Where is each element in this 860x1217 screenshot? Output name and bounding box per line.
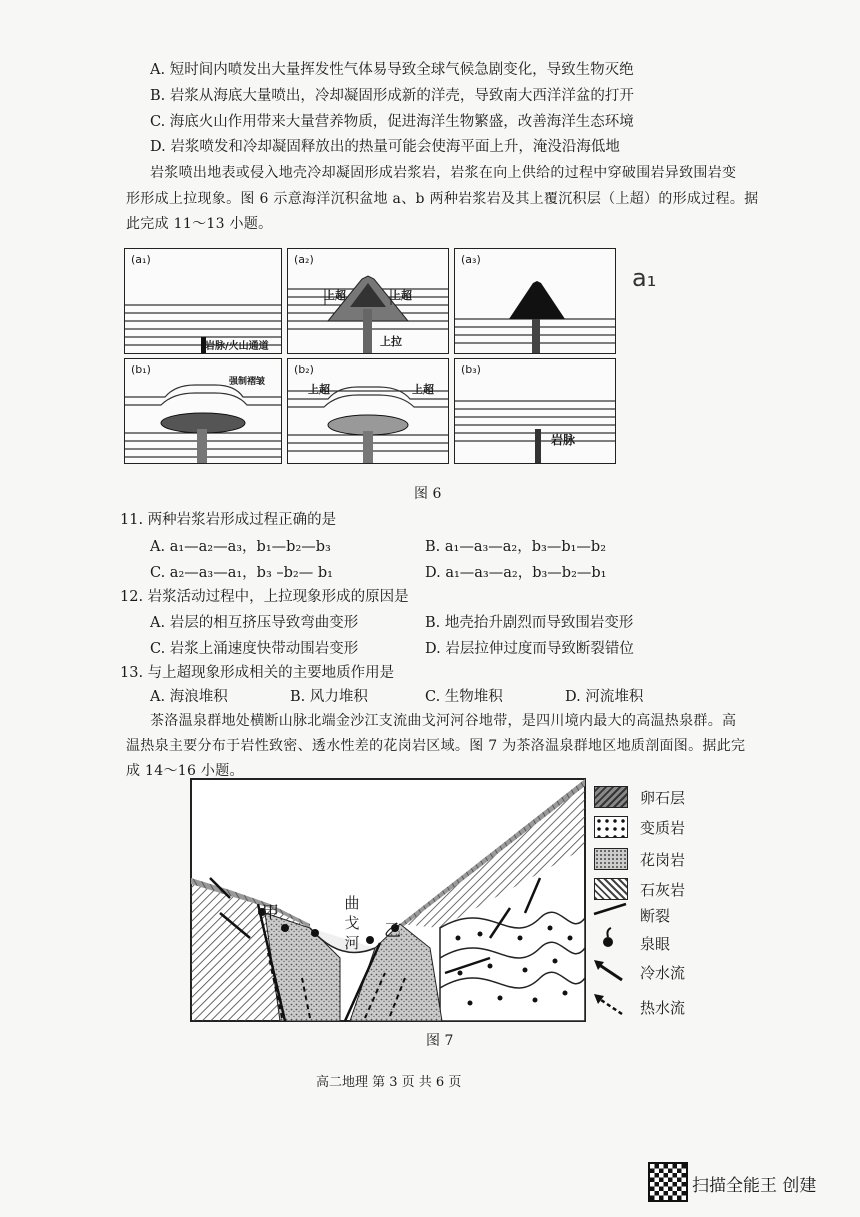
scanner-watermark: 扫描全能王 创建 [692, 1176, 817, 1196]
legend-metamorphic-swatch [594, 816, 628, 838]
q10-option-d: D. 岩浆喷发和冷却凝固释放出的热量可能会使海平面上升，淹没沿海低地 [150, 139, 620, 155]
legend-granite-label: 花岗岩 [640, 851, 686, 869]
qr-code-icon [648, 1162, 688, 1202]
legend-pebble-label: 卵石层 [640, 789, 686, 807]
passage1-line3: 此完成 11～13 小题。 [126, 216, 273, 232]
q12-option-b: B. 地壳抬升剧烈而导致围岩变形 [425, 615, 634, 631]
panel-b3 [454, 358, 616, 464]
legend-spring-label: 泉眼 [640, 935, 671, 953]
q10-option-c: C. 海底火山作用带来大量营养物质，促进海洋生物繁盛，改善海洋生态环境 [150, 114, 634, 130]
shangchao-right-label: 上超 [390, 289, 412, 302]
panel-a1 [124, 248, 282, 354]
q12-option-c: C. 岩浆上涌速度快带动围岩变形 [150, 641, 359, 657]
fold-label: 强制褶皱 [229, 377, 266, 387]
geologic-profile [190, 778, 586, 1022]
panel-a3 [454, 248, 616, 354]
panel-b2 [287, 358, 449, 464]
panel-a2-label: (a₂) [294, 253, 314, 266]
legend-metamorphic-label: 变质岩 [640, 819, 686, 837]
q13-option-b: B. 风力堆积 [290, 689, 368, 705]
panel-b1 [124, 358, 282, 464]
river-label: 曲戈河 [344, 894, 360, 952]
q13-option-d: D. 河流堆积 [565, 689, 644, 705]
q13-stem: 13. 与上超现象形成相关的主要地质作用是 [120, 665, 395, 681]
legend-symbols [592, 902, 632, 1022]
passage1-line2: 形形成上拉现象。图 6 示意海洋沉积盆地 a、b 两种岩浆岩及其上覆沉积层（上超）的形成过程。据 [126, 191, 759, 207]
q12-stem: 12. 岩浆活动过程中，上拉现象形成的原因是 [120, 589, 409, 605]
b2-shangchao-left-label: 上超 [308, 383, 330, 396]
panel-b3-label: (b₃) [461, 363, 481, 376]
page-footer: 高二地理 第 3 页 共 6 页 [316, 1075, 462, 1090]
shangchao-left-label: 上超 [324, 289, 346, 302]
handwritten-note: a₁ [632, 264, 657, 292]
spring-jia-label: 甲 [262, 903, 279, 923]
panel-a2 [287, 248, 449, 354]
q10-option-b: B. 岩浆从海底大量喷出，冷却凝固形成新的洋壳，导致南大西洋洋盆的打开 [150, 88, 634, 104]
q11-option-b: B. a₁—a₃—a₂，b₃—b₁—b₂ [425, 539, 607, 555]
shangla-label: 上拉 [380, 335, 402, 348]
dike-vent-label: 岩脉/火山通道 [205, 341, 269, 352]
passage2-line3: 成 14～16 小题。 [126, 763, 244, 779]
q11-option-a: A. a₁—a₂—a₃，b₁—b₂—b₃ [150, 539, 331, 555]
panel-b2-label: (b₂) [294, 363, 314, 376]
legend-pebble-swatch [594, 786, 628, 808]
legend-fault-label: 断裂 [640, 907, 671, 925]
spring-yi-label: 乙 [384, 921, 401, 941]
panel-a3-label: (a₃) [461, 253, 481, 266]
q10-option-a: A. 短时间内喷发出大量挥发性气体易导致全球气候急剧变化，导致生物灭绝 [150, 62, 634, 78]
passage2-line2: 温热泉主要分布于岩性致密、透水性差的花岗岩区域。图 7 为茶洛温泉群地区地质剖面图。据此完 [126, 738, 746, 754]
legend-granite-swatch [594, 848, 628, 870]
q11-option-d: D. a₁—a₃—a₂，b₃—b₂—b₁ [425, 565, 607, 581]
q11-option-c: C. a₂—a₃—a₁，b₃ –b₂— b₁ [150, 565, 333, 581]
q12-option-a: A. 岩层的相互挤压导致弯曲变形 [150, 615, 359, 631]
figure6-caption: 图 6 [414, 486, 442, 502]
panel-b1-label: (b₁) [131, 363, 151, 376]
legend-limestone-label: 石灰岩 [640, 881, 686, 899]
legend-hot-water-label: 热水流 [640, 999, 686, 1017]
passage2-line1: 茶洛温泉群地处横断山脉北端金沙江支流曲戈河河谷地带，是四川境内最大的高温热泉群。高 [150, 713, 737, 729]
legend-limestone-swatch [594, 878, 628, 900]
q13-option-a: A. 海浪堆积 [150, 689, 228, 705]
q11-stem: 11. 两种岩浆岩形成过程正确的是 [120, 512, 337, 528]
passage1-line1: 岩浆喷出地表或侵入地壳冷却凝固形成岩浆岩，岩浆在向上供给的过程中穿破围岩异致围岩变 [150, 165, 737, 181]
panel-a1-label: (a₁) [131, 253, 151, 266]
q13-option-c: C. 生物堆积 [425, 689, 503, 705]
dike-label: 岩脉 [551, 433, 576, 447]
q12-option-d: D. 岩层拉伸过度而导致断裂错位 [425, 641, 634, 657]
b2-shangchao-right-label: 上超 [412, 383, 434, 396]
figure7-caption: 图 7 [426, 1033, 454, 1049]
legend-cold-water-label: 冷水流 [640, 964, 686, 982]
